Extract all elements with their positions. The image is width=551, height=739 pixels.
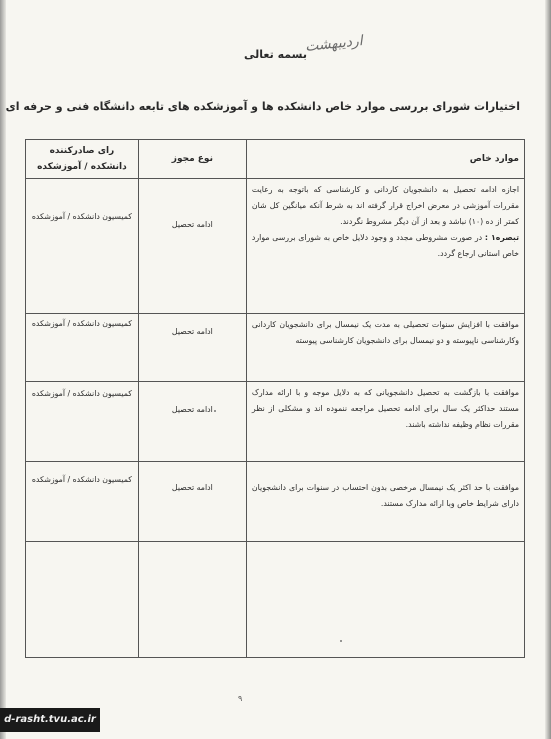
authority-cell: کمیسیون دانشکده / آموزشکده — [26, 314, 139, 382]
case-cell: موافقت با افزایش سنوات تحصیلی به مدت یک نیمسال برای دانشجویان کاردانی وکارشناسی ناپیوسته و دو نیمسال برای دانشجویان کارشناسی پیوسته — [246, 314, 524, 382]
header-case: موارد خاص — [246, 140, 524, 179]
header-authority: رای صادرکننده دانشکده / آموزشکده — [26, 140, 139, 179]
permit-type-cell: ادامه تحصیل — [138, 462, 246, 542]
table-row — [26, 462, 525, 542]
table-row — [26, 179, 525, 314]
authority-cell: کمیسیون دانشکده / آموزشکده — [26, 462, 139, 542]
permit-type-cell: ادامه تحصیل — [138, 179, 246, 314]
scan-edge-right — [545, 0, 551, 739]
table-row — [26, 382, 525, 462]
scan-speck — [340, 640, 342, 642]
table-row-empty — [26, 542, 525, 658]
scan-speck — [214, 410, 216, 412]
page-number: ۹ — [238, 694, 243, 703]
permit-type-cell: ادامه تحصیل — [138, 382, 246, 462]
handwritten-note: اردیبهشت — [304, 33, 364, 55]
case-text: اجازه ادامه تحصیل به دانشجویان کاردانی و کارشناسی که باتوجه به رعایت مقررات آموزشی در معرض اخراج قرار گرفته اند به شرط آنکه میانگین کل شان کمتر از ده (۱۰) نباشد و بعد از آن دیگر مشروط نگردند. — [251, 185, 519, 226]
document-heading: بسمه تعالی — [244, 48, 307, 61]
note-text: در صورت مشروطی مجدد و وجود دلایل خاص به شورای بررسی موارد خاص استانی ارجاع گردد. — [251, 233, 519, 258]
table-header-row — [26, 140, 525, 179]
case-cell: موافقت با بازگشت به تحصیل دانشجویانی که به دلایل موجه و با ارائه مدارک مستند حداکثر یک سال برای ادامه تحصیل مراجعه ننموده اند و مشکلی از نظر مقررات نظام وظیفه نداشته باشند. — [246, 382, 524, 462]
case-cell: موافقت با حد اکثر یک نیمسال مرخصی بدون احتساب در سنوات برای دانشجویان دارای شرایط خاص وبا ارائه مدارک مستند. — [246, 462, 524, 542]
authority-cell: کمیسیون دانشکده / آموزشکده — [26, 382, 139, 462]
permit-type-cell: ادامه تحصیل — [138, 314, 246, 382]
table-row — [26, 314, 525, 382]
note-label: تبصره۱ : — [484, 233, 519, 242]
rules-table — [25, 139, 525, 658]
header-permit-type: نوع مجوز — [138, 140, 246, 179]
case-cell — [246, 179, 524, 314]
authority-cell: کمیسیون دانشکده / آموزشکده — [26, 179, 139, 314]
document-title: اختیارات شورای بررسی موارد خاص دانشکده ها و آموزشکده های تابعه دانشگاه فنی و حرفه ای — [5, 100, 520, 113]
site-url-watermark: d-rasht.tvu.ac.ir — [0, 708, 100, 732]
